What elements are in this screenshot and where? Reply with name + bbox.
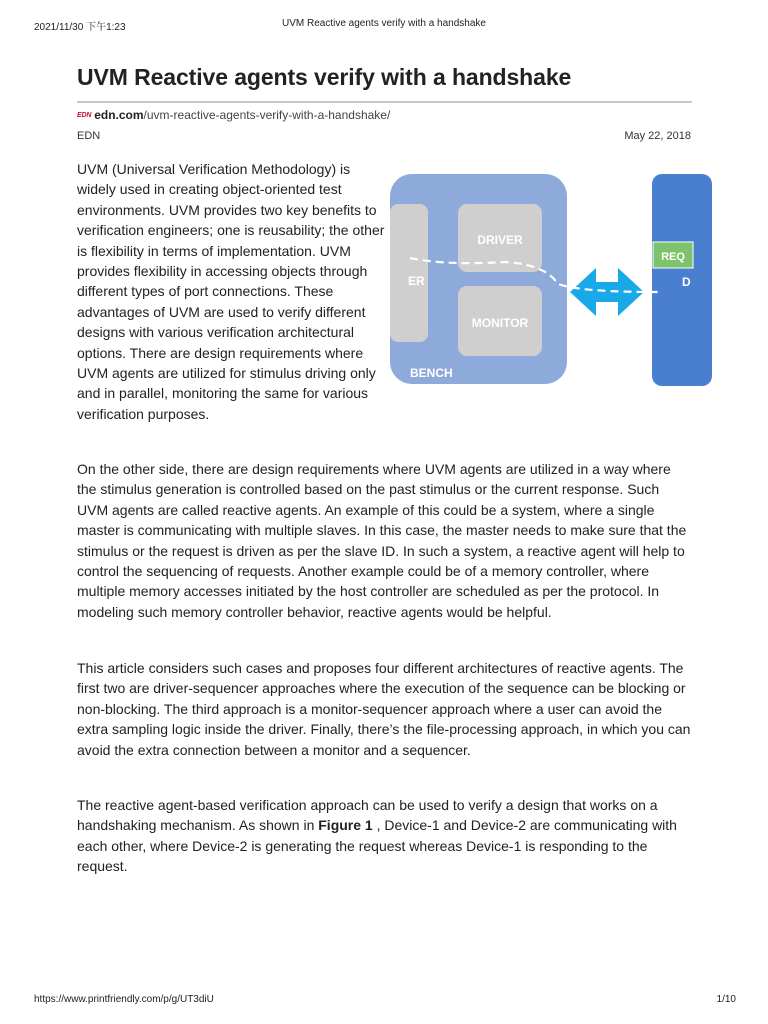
testbench-partial-label: BENCH [410, 366, 453, 380]
article-author: EDN [77, 130, 101, 142]
title-divider [77, 101, 692, 103]
handshake-arrow [570, 268, 644, 316]
edn-logo: EDN [77, 111, 92, 119]
device-partial-label: D [682, 275, 691, 289]
print-datetime: 2021/11/30 下午1:23 [34, 22, 126, 33]
paragraph-3: This article considers such cases and proposes four different architectures of reactive agents. The first two are driver-sequencer approaches where the execution of the sequence can be blocking or non-blocking. The third approach is a monitor-sequencer approach where a user can avoid the extra sampling logic inside the driver. Finally, there’s the file-processing approach, in which you can avoid the extra connection between a monitor and a sequencer. [77, 660, 691, 758]
source-line [77, 108, 390, 122]
sequencer-partial-label: ER [408, 274, 425, 288]
req-label: REQ [661, 251, 685, 263]
figure-1-reference: Figure 1 [318, 817, 373, 834]
source-domain: edn.com [94, 108, 144, 122]
sequencer-block [390, 204, 428, 342]
paragraph-2: On the other side, there are design requirements where UVM agents are utilized in a way where the stimulus generation is controlled based on the past stimulus or the current response. Such UVM agents are called reactive agents. An example of this could be a system, where a single master is communicating with multiple slaves. In this case, the master needs to make sure that the stimulus or the request is driven as per the slave ID. In such a system, a reactive agent will help to control the sequencing of requests. Another example could be of a memory controller, where multiple memory accesses initiated by the host controller are scheduled as per the protocol. In modeling such memory controller behavior, reactive agents would be helpful. [77, 461, 687, 620]
intro-paragraph: UVM (Universal Verification Methodology) is widely used in creating object-oriented test environments. UVM provides two key benefits to verification engineers; one is reusability; the other is flexibility in terms of implementation. UVM provides flexibility in accessing objects through different types of port connections. These advantages of UVM are used to verify different designs with various verification architectural options. There are design requirements where UVM agents are utilized for stimulus driving only and in parallel, monitoring the same for various verification purposes. [77, 161, 385, 422]
print-doc-title: UVM Reactive agents verify with a handshake [282, 18, 486, 29]
source-link[interactable] [94, 108, 390, 122]
article-date: May 22, 2018 [624, 130, 691, 142]
monitor-label: MONITOR [471, 316, 529, 330]
paragraph-4 [77, 795, 692, 877]
article-title: UVM Reactive agents verify with a handshake [77, 64, 572, 90]
figure-1-diagram [410, 172, 692, 388]
page-number: 1/10 [716, 994, 736, 1005]
paragraph-4-text-b: , Device-1 and Device-2 are communicating with each other, where Device-2 is generating the request whereas Device-1 is responding to the request. [77, 817, 677, 875]
source-path: /uvm-reactive-agents-verify-with-a-handshake/ [143, 108, 391, 122]
paragraph-4-text-a: The reactive agent-based verification approach can be used to verify a design that works on a handshaking mechanism. As shown in [77, 797, 658, 834]
driver-label: DRIVER [477, 233, 523, 247]
print-url: https://www.printfriendly.com/p/g/UT3diU [34, 994, 214, 1005]
print-header [0, 18, 768, 32]
